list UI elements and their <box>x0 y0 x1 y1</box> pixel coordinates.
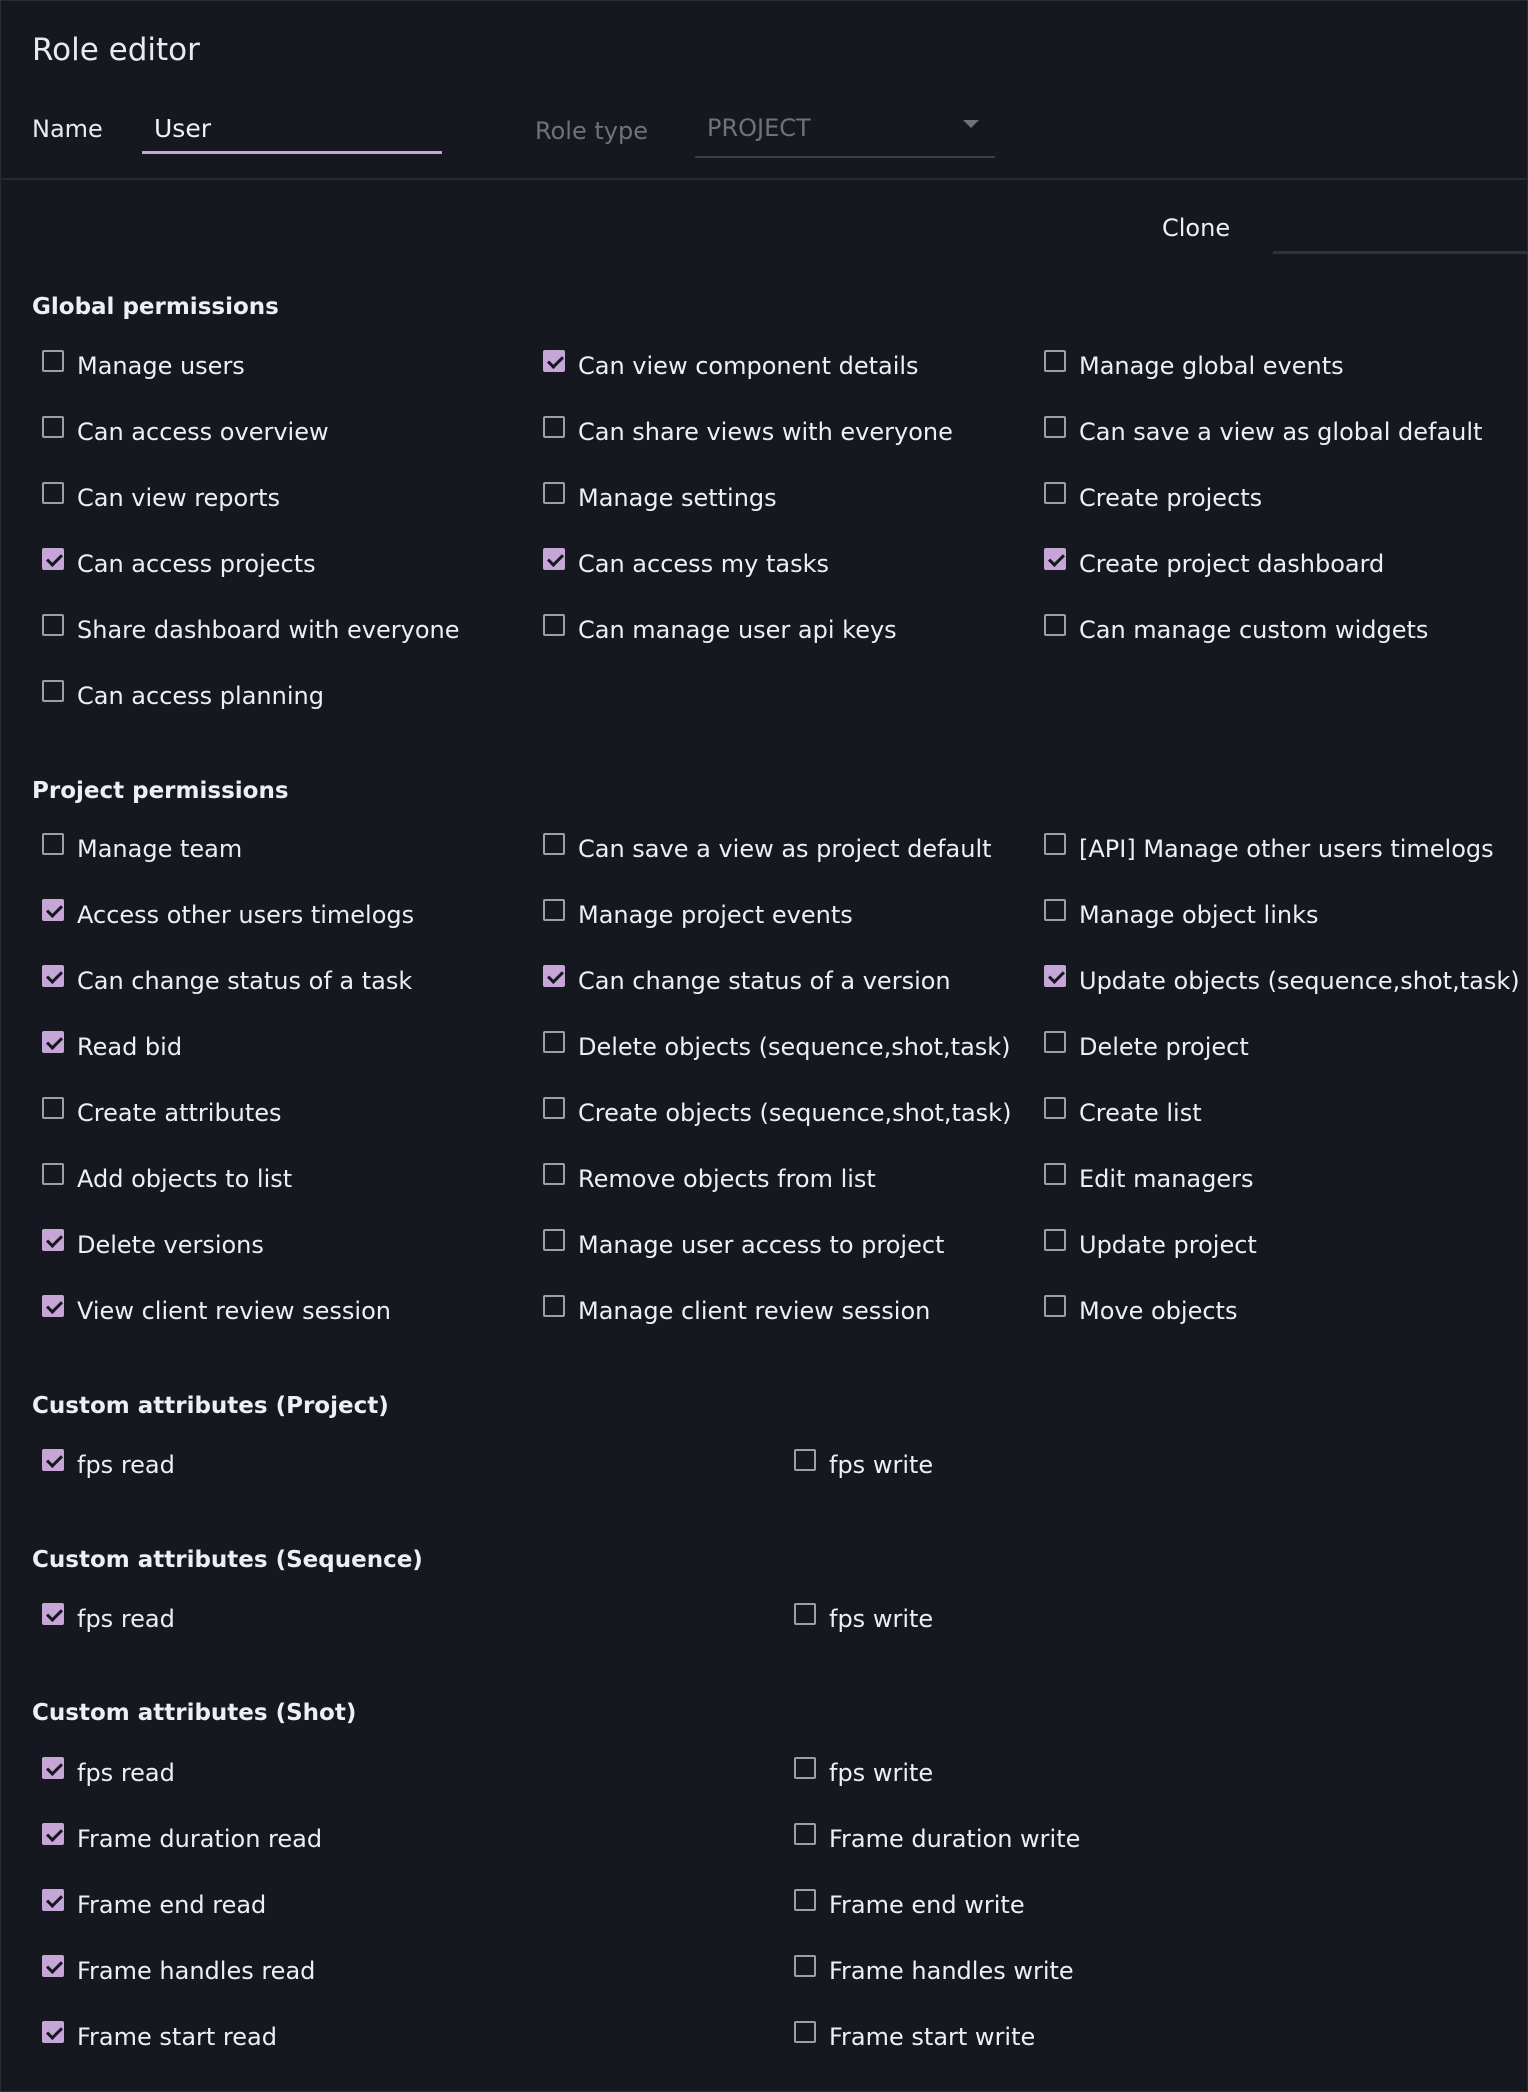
checkbox-unchecked-icon[interactable] <box>1044 1097 1066 1119</box>
role-type-label: Role type <box>535 117 648 145</box>
checkbox-unchecked-icon[interactable] <box>543 482 565 504</box>
checkbox-unchecked-icon[interactable] <box>1044 416 1066 438</box>
permission-item[interactable] <box>42 2023 277 2051</box>
permission-item[interactable] <box>543 1099 1011 1127</box>
name-input[interactable] <box>142 106 442 154</box>
permission-label: Delete versions <box>77 1231 264 1259</box>
permission-item[interactable] <box>42 682 324 710</box>
permission-label: Edit managers <box>1079 1165 1254 1193</box>
name-input-value: User <box>154 114 211 143</box>
permission-item[interactable] <box>543 967 951 995</box>
permission-label: Frame handles read <box>77 1957 316 1985</box>
permission-item[interactable] <box>543 901 853 929</box>
permission-item[interactable] <box>1044 1297 1237 1325</box>
checkbox-unchecked-icon[interactable] <box>42 1097 64 1119</box>
permission-label: fps write <box>829 1759 934 1787</box>
permission-label: Access other users timelogs <box>77 901 415 929</box>
permission-label: Share dashboard with everyone <box>77 616 460 644</box>
checkbox-checked-icon[interactable] <box>42 1295 64 1317</box>
permission-label: fps write <box>829 1451 934 1479</box>
permission-label: Frame start write <box>829 2023 1036 2051</box>
checkbox-unchecked-icon[interactable] <box>1044 350 1066 372</box>
permission-item[interactable] <box>1044 1165 1253 1193</box>
permission-item[interactable] <box>794 2023 1035 2051</box>
checkbox-checked-icon[interactable] <box>42 1031 64 1053</box>
checkbox-checked-icon[interactable] <box>42 1757 64 1779</box>
checkbox-checked-icon[interactable] <box>42 1603 64 1625</box>
permission-label: fps read <box>77 1451 175 1479</box>
permission-item[interactable] <box>42 1451 175 1479</box>
section-title: Custom attributes (Project) <box>32 1393 389 1419</box>
checkbox-unchecked-icon[interactable] <box>1044 899 1066 921</box>
section-title: Custom attributes (Sequence) <box>32 1547 423 1573</box>
checkbox-unchecked-icon[interactable] <box>543 1229 565 1251</box>
permission-item[interactable] <box>543 418 953 446</box>
permission-item[interactable] <box>1044 967 1520 995</box>
permission-label: Can view reports <box>77 484 281 512</box>
permission-item[interactable] <box>42 484 280 512</box>
checkbox-checked-icon[interactable] <box>1044 965 1066 987</box>
checkbox-unchecked-icon[interactable] <box>543 899 565 921</box>
permission-item[interactable] <box>42 616 460 644</box>
permission-label: Delete objects (sequence,shot,task) <box>578 1033 1011 1061</box>
checkbox-unchecked-icon[interactable] <box>1044 833 1066 855</box>
checkbox-checked-icon[interactable] <box>42 1955 64 1977</box>
permission-item[interactable] <box>42 1297 391 1325</box>
permission-item[interactable] <box>42 1099 282 1127</box>
permission-item[interactable] <box>543 835 992 863</box>
permission-label: Update objects (sequence,shot,task) <box>1079 967 1520 995</box>
permission-item[interactable] <box>42 1165 292 1193</box>
permission-label: Frame handles write <box>829 1957 1074 1985</box>
permission-label: View client review session <box>77 1297 391 1325</box>
checkbox-unchecked-icon[interactable] <box>1044 482 1066 504</box>
permission-label: Can manage custom widgets <box>1079 616 1429 644</box>
permission-item[interactable] <box>42 1605 175 1633</box>
permission-item[interactable] <box>794 1957 1074 1985</box>
permission-label: fps read <box>77 1759 175 1787</box>
section-title: Custom attributes (Shot) <box>32 1700 357 1726</box>
checkbox-unchecked-icon[interactable] <box>1044 1163 1066 1185</box>
permission-item[interactable] <box>794 1605 933 1633</box>
permission-label: Manage project events <box>578 901 853 929</box>
permission-label: Create objects (sequence,shot,task) <box>578 1099 1012 1127</box>
permission-label: Create list <box>1079 1099 1202 1127</box>
permission-item[interactable] <box>1044 550 1384 578</box>
checkbox-checked-icon[interactable] <box>42 2021 64 2043</box>
permission-label: Create attributes <box>77 1099 282 1127</box>
permission-label: Manage client review session <box>578 1297 931 1325</box>
checkbox-checked-icon[interactable] <box>1044 548 1066 570</box>
role-type-select[interactable] <box>695 106 995 158</box>
permission-item[interactable] <box>1044 418 1482 446</box>
checkbox-unchecked-icon[interactable] <box>1044 614 1066 636</box>
checkbox-unchecked-icon[interactable] <box>1044 1229 1066 1251</box>
checkbox-unchecked-icon[interactable] <box>543 833 565 855</box>
checkbox-unchecked-icon[interactable] <box>794 1449 816 1471</box>
permission-label: Manage users <box>77 352 245 380</box>
permission-label: Can access my tasks <box>578 550 830 578</box>
permission-item[interactable] <box>42 1957 315 1985</box>
checkbox-checked-icon[interactable] <box>42 1889 64 1911</box>
permission-label: Add objects to list <box>77 1165 293 1193</box>
permission-label: Manage object links <box>1079 901 1319 929</box>
clone-input-underline <box>1273 251 1528 254</box>
checkbox-checked-icon[interactable] <box>543 548 565 570</box>
checkbox-unchecked-icon[interactable] <box>42 680 64 702</box>
permission-label: Manage team <box>77 835 243 863</box>
permission-label: Can access planning <box>77 682 324 710</box>
permission-label: Can manage user api keys <box>578 616 897 644</box>
permission-label: fps write <box>829 1605 934 1633</box>
checkbox-unchecked-icon[interactable] <box>42 350 64 372</box>
checkbox-checked-icon[interactable] <box>543 965 565 987</box>
permission-item[interactable] <box>794 1825 1080 1853</box>
checkbox-checked-icon[interactable] <box>42 899 64 921</box>
section-title: Global permissions <box>32 294 279 320</box>
checkbox-unchecked-icon[interactable] <box>1044 1295 1066 1317</box>
permission-label: Create projects <box>1079 484 1263 512</box>
permission-label: Manage global events <box>1079 352 1344 380</box>
permission-label: Frame start read <box>77 2023 277 2051</box>
checkbox-checked-icon[interactable] <box>42 548 64 570</box>
checkbox-unchecked-icon[interactable] <box>543 416 565 438</box>
caret-down-icon <box>963 120 979 128</box>
permission-item[interactable] <box>42 1891 266 1919</box>
permission-item[interactable] <box>543 1033 1011 1061</box>
permission-item[interactable] <box>1044 352 1344 380</box>
permission-item[interactable] <box>1044 1231 1257 1259</box>
section-title: Project permissions <box>32 778 289 804</box>
permission-item[interactable] <box>42 835 242 863</box>
permission-label: Can change status of a task <box>77 967 413 995</box>
permission-label: Create project dashboard <box>1079 550 1385 578</box>
checkbox-checked-icon[interactable] <box>42 965 64 987</box>
checkbox-unchecked-icon[interactable] <box>42 614 64 636</box>
permission-label: Manage settings <box>578 484 777 512</box>
permission-item[interactable] <box>1044 1033 1249 1061</box>
checkbox-unchecked-icon[interactable] <box>42 482 64 504</box>
checkbox-unchecked-icon[interactable] <box>543 1097 565 1119</box>
checkbox-unchecked-icon[interactable] <box>543 1295 565 1317</box>
permission-label: Can view component details <box>578 352 919 380</box>
permission-label: Frame duration read <box>77 1825 323 1853</box>
permission-label: Can access projects <box>77 550 316 578</box>
permission-item[interactable] <box>42 550 316 578</box>
permission-label: Manage user access to project <box>578 1231 945 1259</box>
checkbox-unchecked-icon[interactable] <box>543 1163 565 1185</box>
checkbox-checked-icon[interactable] <box>42 1229 64 1251</box>
dialog-title: Role editor <box>32 32 200 68</box>
permission-label: Remove objects from list <box>578 1165 876 1193</box>
role-type-value: PROJECT <box>707 114 811 142</box>
permission-label: [API] Manage other users timelogs <box>1079 835 1494 863</box>
clone-button[interactable]: Clone <box>1162 214 1231 242</box>
permission-label: Move objects <box>1079 1297 1238 1325</box>
permission-label: Can save a view as project default <box>578 835 992 863</box>
checkbox-unchecked-icon[interactable] <box>543 614 565 636</box>
permission-item[interactable] <box>543 550 829 578</box>
checkbox-unchecked-icon[interactable] <box>794 1757 816 1779</box>
header-divider <box>0 178 1528 180</box>
permission-item[interactable] <box>1044 901 1319 929</box>
permission-item[interactable] <box>543 1297 930 1325</box>
permission-item[interactable] <box>42 1231 264 1259</box>
permission-item[interactable] <box>1044 1099 1202 1127</box>
permission-label: Can share views with everyone <box>578 418 953 446</box>
checkbox-unchecked-icon[interactable] <box>42 416 64 438</box>
permission-item[interactable] <box>794 1891 1025 1919</box>
permission-label: Read bid <box>77 1033 183 1061</box>
name-label: Name <box>32 115 103 143</box>
permission-label: Can change status of a version <box>578 967 951 995</box>
checkbox-unchecked-icon[interactable] <box>794 2021 816 2043</box>
permission-item[interactable] <box>543 352 919 380</box>
permission-label: Frame end write <box>829 1891 1025 1919</box>
checkbox-unchecked-icon[interactable] <box>794 1889 816 1911</box>
permission-label: Delete project <box>1079 1033 1249 1061</box>
checkbox-unchecked-icon[interactable] <box>794 1823 816 1845</box>
permission-item[interactable] <box>42 967 412 995</box>
permission-item[interactable] <box>1044 616 1428 644</box>
permission-item[interactable] <box>42 1825 322 1853</box>
permission-label: Frame duration write <box>829 1825 1081 1853</box>
permission-label: Can save a view as global default <box>1079 418 1483 446</box>
permission-item[interactable] <box>543 1231 944 1259</box>
permission-item[interactable] <box>543 484 777 512</box>
permission-item[interactable] <box>543 616 897 644</box>
permission-item[interactable] <box>42 352 245 380</box>
checkbox-checked-icon[interactable] <box>42 1449 64 1471</box>
checkbox-unchecked-icon[interactable] <box>42 1163 64 1185</box>
permission-label: Frame end read <box>77 1891 267 1919</box>
checkbox-checked-icon[interactable] <box>543 350 565 372</box>
permission-item[interactable] <box>794 1759 933 1787</box>
permission-item[interactable] <box>42 1759 175 1787</box>
permission-label: Can access overview <box>77 418 329 446</box>
checkbox-unchecked-icon[interactable] <box>1044 1031 1066 1053</box>
permission-item[interactable] <box>1044 835 1494 863</box>
permission-item[interactable] <box>42 418 329 446</box>
permission-item[interactable] <box>42 1033 182 1061</box>
permission-item[interactable] <box>794 1451 933 1479</box>
permission-item[interactable] <box>1044 484 1262 512</box>
permission-label: fps read <box>77 1605 175 1633</box>
permission-item[interactable] <box>42 901 414 929</box>
permission-label: Update project <box>1079 1231 1257 1259</box>
checkbox-checked-icon[interactable] <box>42 1823 64 1845</box>
checkbox-unchecked-icon[interactable] <box>794 1603 816 1625</box>
checkbox-unchecked-icon[interactable] <box>42 833 64 855</box>
checkbox-unchecked-icon[interactable] <box>794 1955 816 1977</box>
checkbox-unchecked-icon[interactable] <box>543 1031 565 1053</box>
permission-item[interactable] <box>543 1165 876 1193</box>
